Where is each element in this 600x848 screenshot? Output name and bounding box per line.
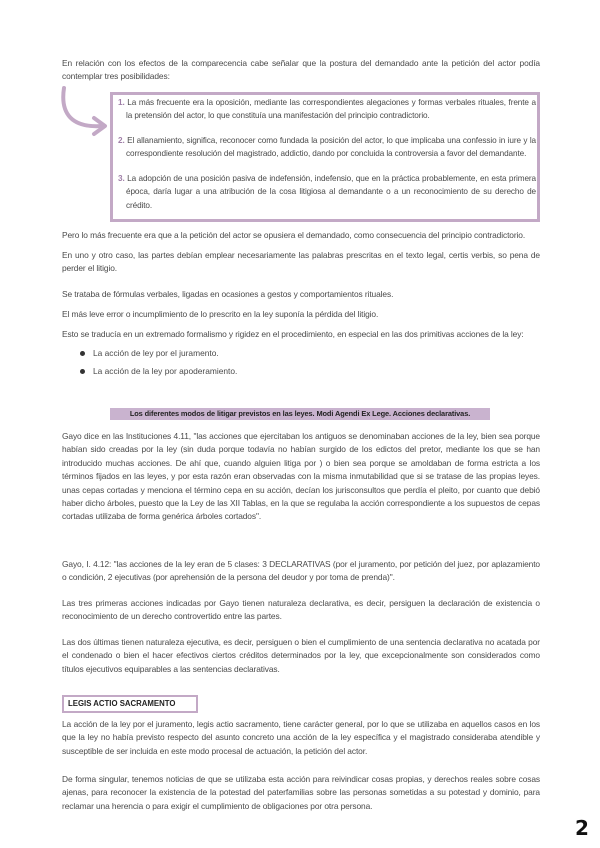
paragraph: Gayo, I. 4.12: "las acciones de la ley eran de 5 clases: 3 DECLARATIVAS (por el juramento, por petición del juez, por aplazamiento o condición, 2 ejecutivas (por aprehensión de la persona del deudor y por toma de prenda)".	[62, 559, 540, 583]
highlighted-heading: Los diferentes modos de litigar previstos en las leyes. Modi Agendi Ex Lege. Acciones declarativas.	[110, 408, 490, 420]
paragraph: El más leve error o incumplimiento de lo prescrito en la ley suponía la pérdida del litigio.	[62, 309, 379, 319]
possibility-number: 2.	[118, 136, 125, 145]
possibility-text: La más frecuente era la oposición, mediante las correspondientes alegaciones y formas verbales rituales, frente a la pretensión del actor, lo que constituía una manifestación del principio contradictorio.	[126, 98, 536, 121]
bullet-text: La acción de ley por el juramento.	[93, 348, 219, 358]
paragraph: Pero lo más frecuente era que a la petición del actor se opusiera el demandado, como consecuencia del principio contradictorio.	[62, 230, 526, 240]
possibility-number: 3.	[118, 174, 125, 183]
paragraph: Esto se traducía en un extremado formalismo y rigidez en el procedimiento, en especial en las dos primitivas acciones de la ley:	[62, 329, 524, 339]
page-number: 2	[575, 816, 589, 840]
possibility-text: El allanamiento, significa, reconocer como fundada la posición del actor, lo que implicaba una confessio in iure y la correspondiente resolución del magistrado, addictio, dando por concluida la controversia a favor del demandante.	[126, 136, 536, 159]
paragraph: La acción de la ley por el juramento, legis actio sacramento, tiene carácter general, por lo que se utilizaba en aquellos casos en los que la ley no había previsto respecto del asunto concreto una acción de la ley específica y el magistrado consideraba atendible y susceptible de ser incluida en este modo procesal de actuación, la petición del actor.	[62, 719, 540, 756]
bullet-text: La acción de la ley por apoderamiento.	[93, 366, 238, 376]
paragraph: Las tres primeras acciones indicadas por Gayo tienen naturaleza declarativa, es decir, persiguen la declaración de existencia o reconocimiento de un derecho controvertido entre las partes.	[62, 598, 540, 622]
intro-paragraph: En relación con los efectos de la comparecencia cabe señalar que la postura del demandado ante la petición del actor podía contemplar tres posibilidades:	[62, 58, 540, 82]
paragraph: Las dos últimas tienen naturaleza ejecutiva, es decir, persiguen o bien el cumplimiento de una sentencia declarativa no acatada por el condenado o bien el hacer efectivos ciertos créditos determinados por la ley, que excepcionalmente son considerados como títulos ejecutivos equiparables a las sentencias declarativas.	[62, 637, 540, 674]
bullet-item	[80, 347, 219, 360]
possibility-number: 1.	[118, 98, 125, 107]
paragraph: En uno y otro caso, las partes debían emplear necesariamente las palabras prescritas en el texto legal, certis verbis, so pena de perder el litigio.	[62, 250, 540, 274]
possibility-item	[118, 172, 536, 212]
section-title: LEGIS ACTIO SACRAMENTO	[62, 695, 198, 713]
paragraph: De forma singular, tenemos noticias de que se utilizaba esta acción para reivindicar cosas propias, y derechos reales sobre cosas ajenas, para reconocer la existencia de la potestad del paterfamilias sobre las personas sometidas a su potestad y dominio, para reclamar una herencia o para exigir el cumplimiento de obligaciones por otra persona.	[62, 774, 540, 811]
possibility-item	[118, 96, 536, 123]
paragraph: Se trataba de fórmulas verbales, ligadas en ocasiones a gestos y comportamientos rituales.	[62, 289, 394, 299]
paragraph: Gayo dice en las Instituciones 4.11, "las acciones que ejercitaban los antiguos se denominaban acciones de la ley, bien sea porque habían sido creadas por la ley (sin duda porque todavía no habían surgido de los edictos del pretor, mediante los que se han introducido muchas acciones. De ahí que, cuando alguien litiga por ) o bien sea porque se amoldaban de forma estricta a los términos fijados en las leyes, y por esta razón eran observadas con la misma inmutabilidad que si se tratase de las propias leyes. unas cepas cortadas y menciona el término cepa en su acción, decían los jurisconsultos que perdía el pleito, por cuanto que debió haber dicho árboles, puesto que la Ley de las XII Tablas, en la que se regulaba la acción correspondiente a los supuestos de cepas cortadas utilizaba de forma genérica árboles cortados".	[62, 431, 540, 522]
curved-arrow-icon	[58, 84, 114, 142]
bullet-icon	[80, 369, 85, 374]
bullet-icon	[80, 351, 85, 356]
possibility-text: La adopción de una posición pasiva de indefensión, indefensio, que en la práctica probablemente, en esta primera época, daría lugar a una atribución de la cosa litigiosa al demandante o a un reconocimiento de su derecho de crédito.	[126, 174, 536, 210]
bullet-item	[80, 365, 237, 378]
possibility-item	[118, 134, 536, 161]
